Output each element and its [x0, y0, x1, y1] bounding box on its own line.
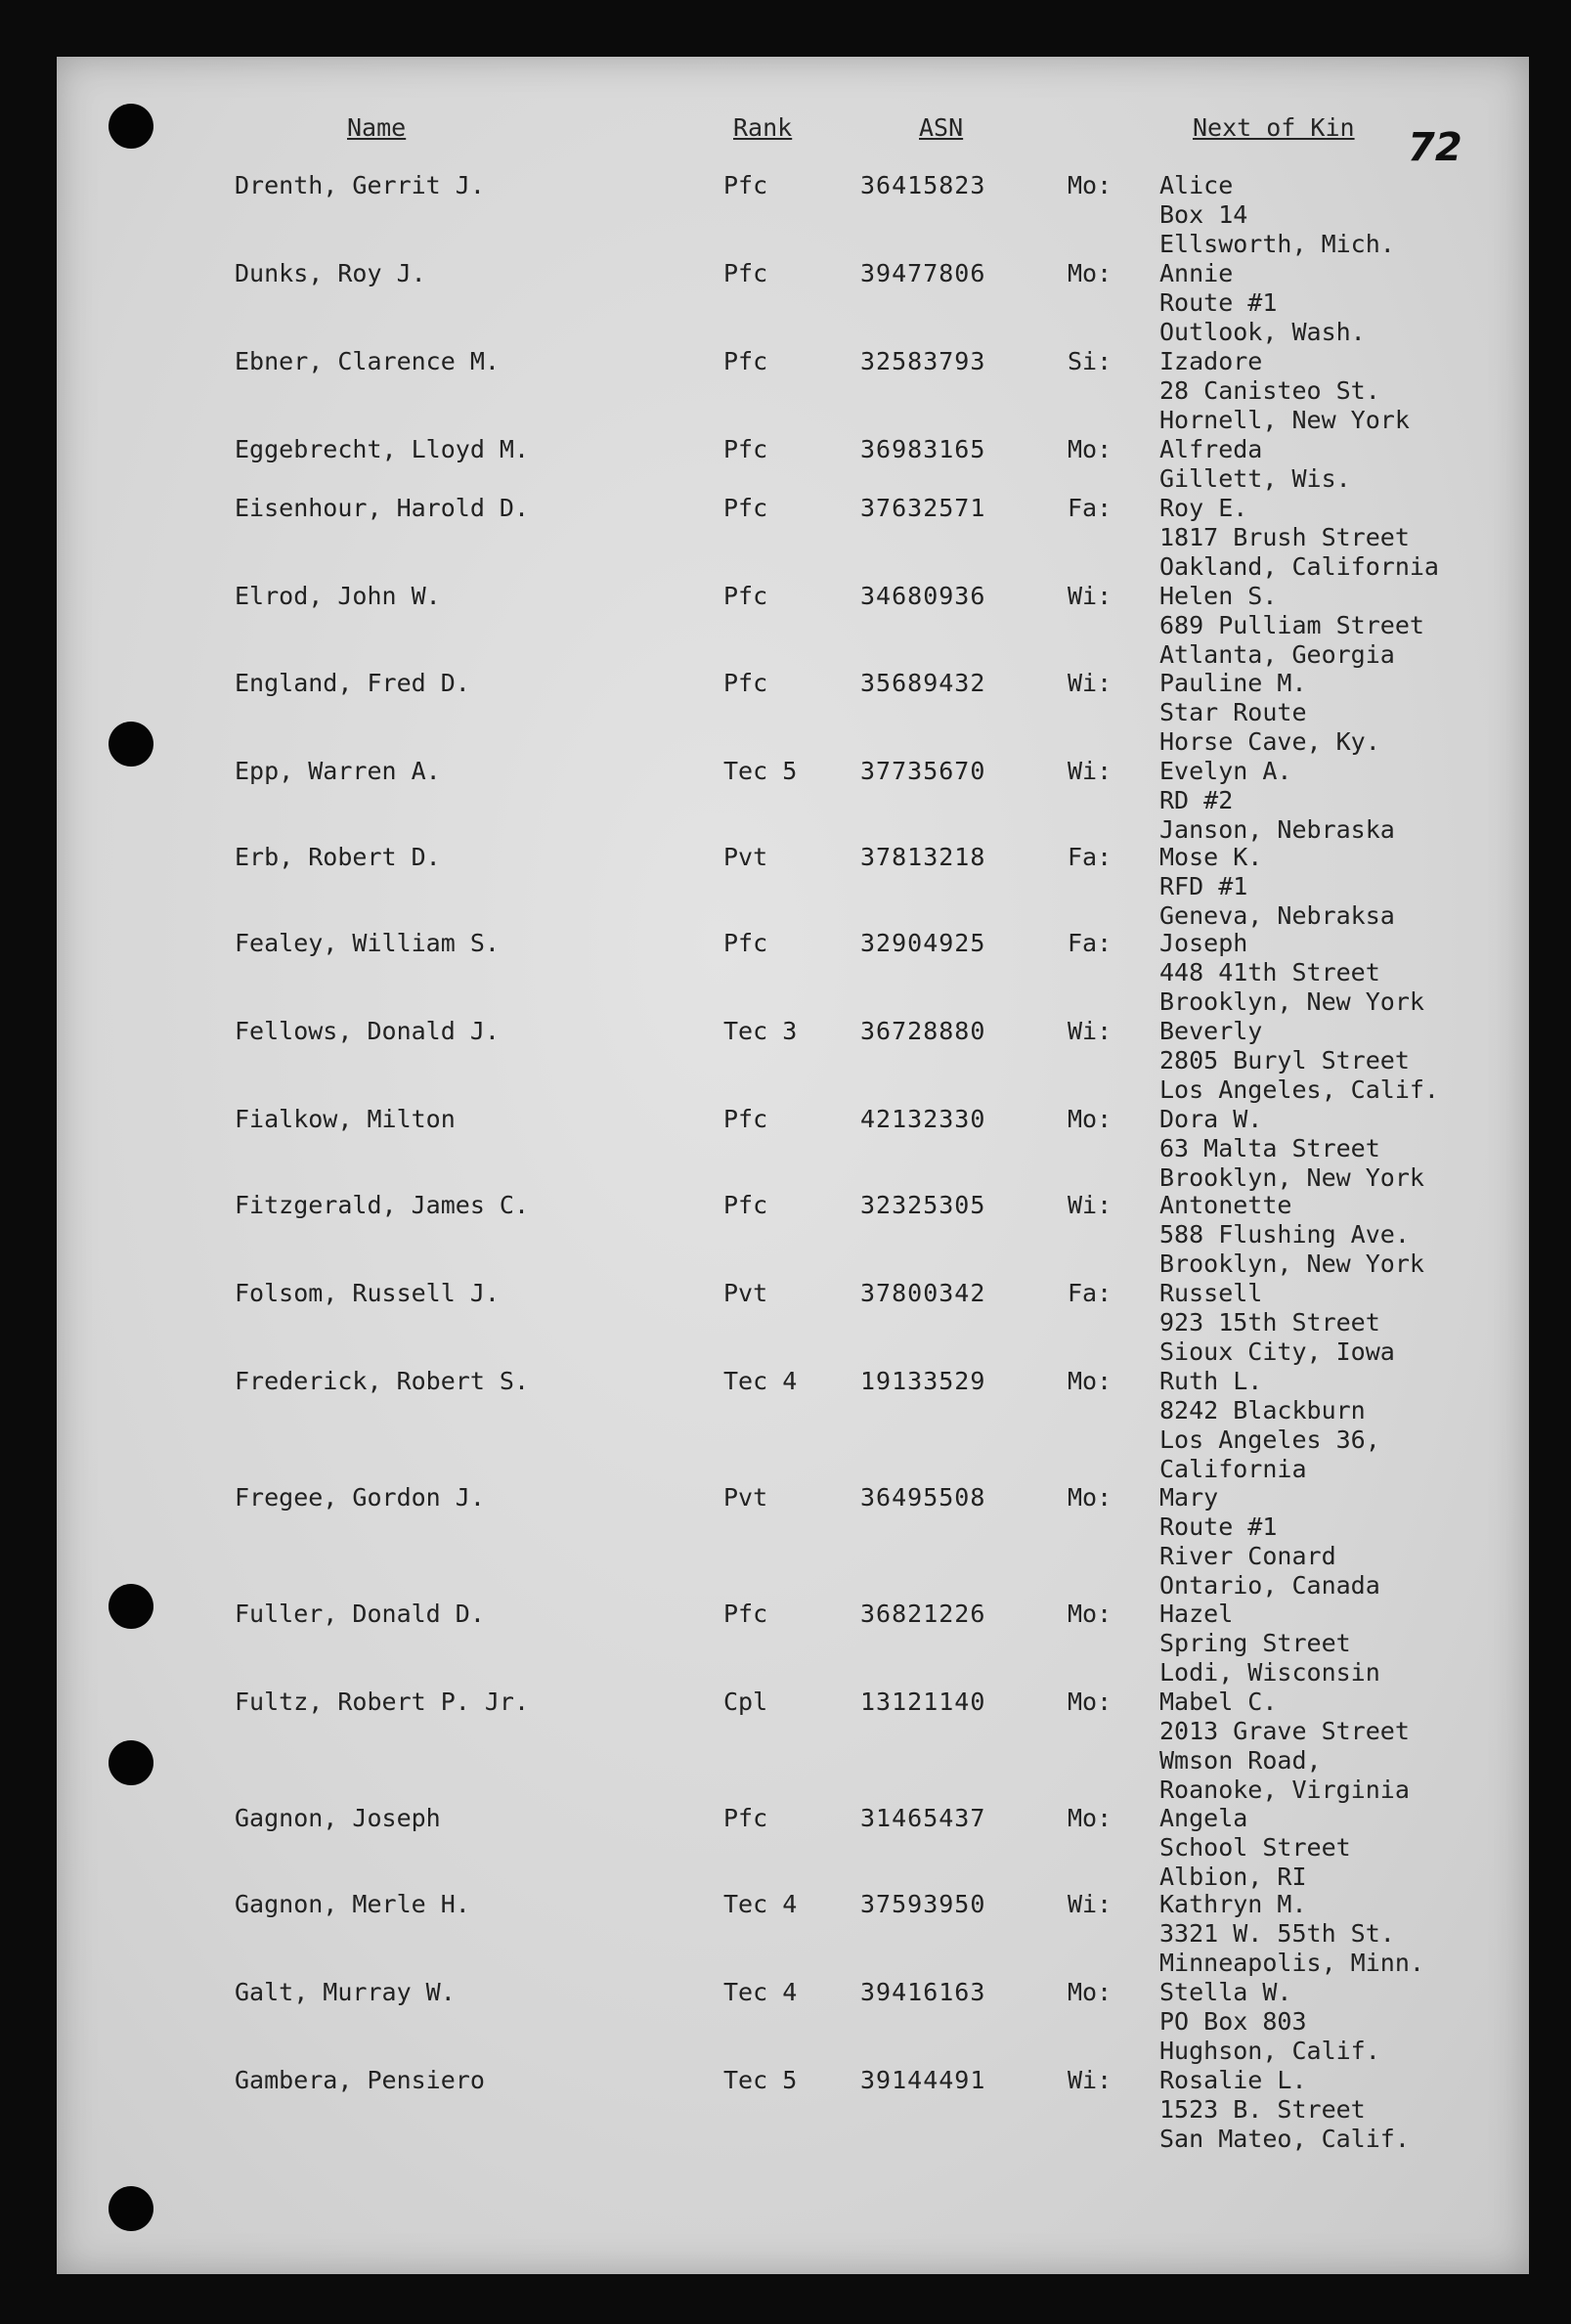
soldier-asn: 36495508 — [860, 1483, 986, 1512]
next-of-kin-block — [1159, 347, 1410, 435]
soldier-asn: 36821226 — [860, 1600, 986, 1628]
soldier-rank: Pfc — [723, 347, 768, 375]
soldier-asn: 36728880 — [860, 1017, 986, 1045]
next-of-kin-line: Ruth L. — [1159, 1367, 1263, 1395]
next-of-kin-line: Horse Cave, Ky. — [1159, 727, 1380, 756]
binder-hole — [109, 1740, 153, 1785]
next-of-kin-block — [1159, 929, 1424, 1017]
next-of-kin-block — [1159, 1978, 1380, 2066]
soldier-name: Erb, Robert D. — [235, 843, 441, 871]
next-of-kin-line: Ontario, Canada — [1159, 1571, 1380, 1600]
soldier-asn: 36983165 — [860, 435, 986, 463]
soldier-asn: 37813218 — [860, 843, 986, 871]
soldier-rank: Pfc — [723, 259, 768, 287]
soldier-name: Galt, Murray W. — [235, 1978, 456, 2006]
next-of-kin-block — [1159, 1804, 1351, 1892]
next-of-kin-line: Joseph — [1159, 929, 1248, 957]
soldier-asn: 32325305 — [860, 1191, 986, 1219]
soldier-rank: Pvt — [723, 1279, 768, 1307]
next-of-kin-line: Dora W. — [1159, 1105, 1263, 1133]
next-of-kin-line: 8242 Blackburn — [1159, 1396, 1366, 1425]
next-of-kin-line: Route #1 — [1159, 288, 1278, 317]
next-of-kin-line: RFD #1 — [1159, 872, 1248, 900]
soldier-asn: 37632571 — [860, 494, 986, 522]
kin-relation: Mo: — [1068, 1483, 1113, 1512]
next-of-kin-line: Janson, Nebraska — [1159, 815, 1395, 844]
next-of-kin-line: 689 Pulliam Street — [1159, 611, 1424, 639]
next-of-kin-line: Brooklyn, New York — [1159, 1163, 1424, 1192]
soldier-rank: Tec 4 — [723, 1367, 798, 1395]
next-of-kin-line: Mary — [1159, 1483, 1219, 1512]
header-name: Name — [347, 113, 407, 142]
next-of-kin-line: 1523 B. Street — [1159, 2095, 1366, 2124]
next-of-kin-line: 28 Canisteo St. — [1159, 376, 1380, 405]
next-of-kin-block — [1159, 494, 1439, 582]
next-of-kin-line: San Mateo, Calif. — [1159, 2125, 1410, 2153]
soldier-name: Fellows, Donald J. — [235, 1017, 500, 1045]
soldier-asn: 39477806 — [860, 259, 986, 287]
soldier-name: Drenth, Gerrit J. — [235, 171, 485, 199]
next-of-kin-line: Hazel — [1159, 1600, 1234, 1628]
next-of-kin-line: Wmson Road, — [1159, 1746, 1322, 1775]
soldier-asn: 13121140 — [860, 1688, 986, 1716]
soldier-name: Epp, Warren A. — [235, 757, 441, 785]
binder-hole — [109, 104, 153, 149]
next-of-kin-block — [1159, 2066, 1410, 2154]
next-of-kin-line: Stella W. — [1159, 1978, 1292, 2006]
next-of-kin-line: Brooklyn, New York — [1159, 1250, 1424, 1278]
next-of-kin-line: Star Route — [1159, 698, 1307, 726]
kin-relation: Wi: — [1068, 1017, 1113, 1045]
next-of-kin-block — [1159, 1367, 1380, 1484]
next-of-kin-line: 448 41th Street — [1159, 958, 1380, 987]
soldier-asn: 37735670 — [860, 757, 986, 785]
next-of-kin-block — [1159, 171, 1395, 259]
soldier-rank: Pfc — [723, 669, 768, 697]
kin-relation: Mo: — [1068, 1600, 1113, 1628]
next-of-kin-line: Antonette — [1159, 1191, 1292, 1219]
next-of-kin-line: Mose K. — [1159, 843, 1263, 871]
next-of-kin-line: 2013 Grave Street — [1159, 1717, 1410, 1745]
kin-relation: Mo: — [1068, 259, 1113, 287]
next-of-kin-line: Roy E. — [1159, 494, 1248, 522]
soldier-name: Frederick, Robert S. — [235, 1367, 530, 1395]
kin-relation: Wi: — [1068, 1890, 1113, 1918]
next-of-kin-line: 588 Flushing Ave. — [1159, 1220, 1410, 1249]
next-of-kin-line: 2805 Buryl Street — [1159, 1046, 1410, 1074]
next-of-kin-block — [1159, 1105, 1424, 1193]
kin-relation: Wi: — [1068, 582, 1113, 610]
soldier-asn: 32583793 — [860, 347, 986, 375]
soldier-rank: Pfc — [723, 1600, 768, 1628]
next-of-kin-line: Evelyn A. — [1159, 757, 1292, 785]
soldier-name: Fregee, Gordon J. — [235, 1483, 485, 1512]
next-of-kin-line: Ellsworth, Mich. — [1159, 230, 1395, 258]
kin-relation: Fa: — [1068, 494, 1113, 522]
binder-hole — [109, 1584, 153, 1629]
next-of-kin-block — [1159, 1688, 1410, 1805]
next-of-kin-line: Roanoke, Virginia — [1159, 1776, 1410, 1804]
next-of-kin-line: Izadore — [1159, 347, 1263, 375]
header-next-of-kin: Next of Kin — [1193, 113, 1355, 142]
next-of-kin-block — [1159, 435, 1351, 494]
next-of-kin-block — [1159, 1191, 1424, 1279]
next-of-kin-line: Angela — [1159, 1804, 1248, 1832]
kin-relation: Wi: — [1068, 669, 1113, 697]
soldier-rank: Tec 5 — [723, 2066, 798, 2094]
kin-relation: Wi: — [1068, 1191, 1113, 1219]
soldier-asn: 37593950 — [860, 1890, 986, 1918]
soldier-name: Eggebrecht, Lloyd M. — [235, 435, 530, 463]
next-of-kin-line: Los Angeles, Calif. — [1159, 1075, 1439, 1104]
soldier-name: Dunks, Roy J. — [235, 259, 426, 287]
soldier-rank: Pfc — [723, 494, 768, 522]
next-of-kin-line: RD #2 — [1159, 786, 1234, 814]
next-of-kin-block — [1159, 1890, 1424, 1978]
soldier-rank: Cpl — [723, 1688, 768, 1716]
soldier-rank: Tec 5 — [723, 757, 798, 785]
kin-relation: Si: — [1068, 347, 1113, 375]
next-of-kin-line: Rosalie L. — [1159, 2066, 1307, 2094]
binder-hole — [109, 722, 153, 767]
kin-relation: Wi: — [1068, 757, 1113, 785]
soldier-name: Gagnon, Joseph — [235, 1804, 441, 1832]
soldier-name: Fealey, William S. — [235, 929, 500, 957]
soldier-asn: 37800342 — [860, 1279, 986, 1307]
soldier-name: Folsom, Russell J. — [235, 1279, 500, 1307]
soldier-rank: Pvt — [723, 843, 768, 871]
binder-hole — [109, 2186, 153, 2231]
soldier-rank: Pfc — [723, 929, 768, 957]
header-asn: ASN — [919, 113, 964, 142]
next-of-kin-line: Geneva, Nebraksa — [1159, 901, 1395, 930]
soldier-rank: Tec 4 — [723, 1978, 798, 2006]
soldier-name: England, Fred D. — [235, 669, 470, 697]
next-of-kin-line: Kathryn M. — [1159, 1890, 1307, 1918]
next-of-kin-line: Russell — [1159, 1279, 1263, 1307]
next-of-kin-line: 63 Malta Street — [1159, 1134, 1380, 1162]
soldier-name: Fultz, Robert P. Jr. — [235, 1688, 530, 1716]
soldier-name: Gagnon, Merle H. — [235, 1890, 470, 1918]
soldier-name: Fitzgerald, James C. — [235, 1191, 530, 1219]
next-of-kin-block — [1159, 582, 1424, 670]
next-of-kin-line: Lodi, Wisconsin — [1159, 1658, 1380, 1687]
next-of-kin-block — [1159, 1600, 1380, 1688]
kin-relation: Wi: — [1068, 2066, 1113, 2094]
kin-relation: Mo: — [1068, 1688, 1113, 1716]
next-of-kin-line: Albion, RI — [1159, 1863, 1307, 1891]
soldier-asn: 35689432 — [860, 669, 986, 697]
soldier-name: Gambera, Pensiero — [235, 2066, 485, 2094]
kin-relation: Mo: — [1068, 1105, 1113, 1133]
next-of-kin-line: Helen S. — [1159, 582, 1278, 610]
next-of-kin-line: Mabel C. — [1159, 1688, 1278, 1716]
next-of-kin-line: Minneapolis, Minn. — [1159, 1949, 1424, 1977]
page-number: 72 — [1408, 125, 1462, 170]
next-of-kin-line: Pauline M. — [1159, 669, 1307, 697]
next-of-kin-line: Hughson, Calif. — [1159, 2037, 1380, 2065]
next-of-kin-block — [1159, 1279, 1395, 1367]
next-of-kin-block — [1159, 259, 1366, 347]
soldier-asn: 19133529 — [860, 1367, 986, 1395]
next-of-kin-block — [1159, 757, 1395, 845]
soldier-name: Fialkow, Milton — [235, 1105, 456, 1133]
next-of-kin-line: School Street — [1159, 1833, 1351, 1862]
next-of-kin-line: 1817 Brush Street — [1159, 523, 1410, 551]
next-of-kin-line: Los Angeles 36, — [1159, 1425, 1380, 1454]
next-of-kin-line: 923 15th Street — [1159, 1308, 1380, 1337]
soldier-name: Eisenhour, Harold D. — [235, 494, 530, 522]
soldier-asn: 34680936 — [860, 582, 986, 610]
next-of-kin-line: Spring Street — [1159, 1629, 1351, 1657]
soldier-rank: Pvt — [723, 1483, 768, 1512]
soldier-asn: 39144491 — [860, 2066, 986, 2094]
next-of-kin-line: Brooklyn, New York — [1159, 987, 1424, 1016]
next-of-kin-block — [1159, 843, 1395, 931]
soldier-asn: 31465437 — [860, 1804, 986, 1832]
next-of-kin-line: Outlook, Wash. — [1159, 318, 1366, 346]
soldier-rank: Pfc — [723, 1105, 768, 1133]
kin-relation: Mo: — [1068, 1978, 1113, 2006]
soldier-rank: Pfc — [723, 1804, 768, 1832]
soldier-rank: Tec 3 — [723, 1017, 798, 1045]
kin-relation: Fa: — [1068, 1279, 1113, 1307]
soldier-asn: 36415823 — [860, 171, 986, 199]
soldier-rank: Pfc — [723, 582, 768, 610]
next-of-kin-block — [1159, 1017, 1439, 1105]
kin-relation: Fa: — [1068, 843, 1113, 871]
next-of-kin-line: River Conard — [1159, 1542, 1336, 1570]
header-rank: Rank — [733, 113, 793, 142]
next-of-kin-line: Alfreda — [1159, 435, 1263, 463]
next-of-kin-line: Route #1 — [1159, 1513, 1278, 1541]
next-of-kin-line: Sioux City, Iowa — [1159, 1337, 1395, 1366]
soldier-rank: Pfc — [723, 171, 768, 199]
next-of-kin-line: Annie — [1159, 259, 1234, 287]
next-of-kin-line: California — [1159, 1455, 1307, 1483]
kin-relation: Mo: — [1068, 435, 1113, 463]
soldier-asn: 42132330 — [860, 1105, 986, 1133]
next-of-kin-line: Alice — [1159, 171, 1234, 199]
soldier-asn: 39416163 — [860, 1978, 986, 2006]
kin-relation: Mo: — [1068, 171, 1113, 199]
soldier-rank: Tec 4 — [723, 1890, 798, 1918]
next-of-kin-line: Atlanta, Georgia — [1159, 640, 1395, 669]
kin-relation: Mo: — [1068, 1804, 1113, 1832]
next-of-kin-line: 3321 W. 55th St. — [1159, 1919, 1395, 1948]
soldier-asn: 32904925 — [860, 929, 986, 957]
next-of-kin-block — [1159, 669, 1380, 757]
soldier-name: Ebner, Clarence M. — [235, 347, 500, 375]
next-of-kin-line: Gillett, Wis. — [1159, 464, 1351, 493]
kin-relation: Fa: — [1068, 929, 1113, 957]
kin-relation: Mo: — [1068, 1367, 1113, 1395]
next-of-kin-line: Oakland, California — [1159, 552, 1439, 581]
soldier-name: Elrod, John W. — [235, 582, 441, 610]
soldier-rank: Pfc — [723, 1191, 768, 1219]
next-of-kin-line: Hornell, New York — [1159, 406, 1410, 434]
next-of-kin-line: Beverly — [1159, 1017, 1263, 1045]
soldier-name: Fuller, Donald D. — [235, 1600, 485, 1628]
next-of-kin-line: Box 14 — [1159, 200, 1248, 229]
soldier-rank: Pfc — [723, 435, 768, 463]
next-of-kin-line: PO Box 803 — [1159, 2007, 1307, 2036]
next-of-kin-block — [1159, 1483, 1380, 1600]
